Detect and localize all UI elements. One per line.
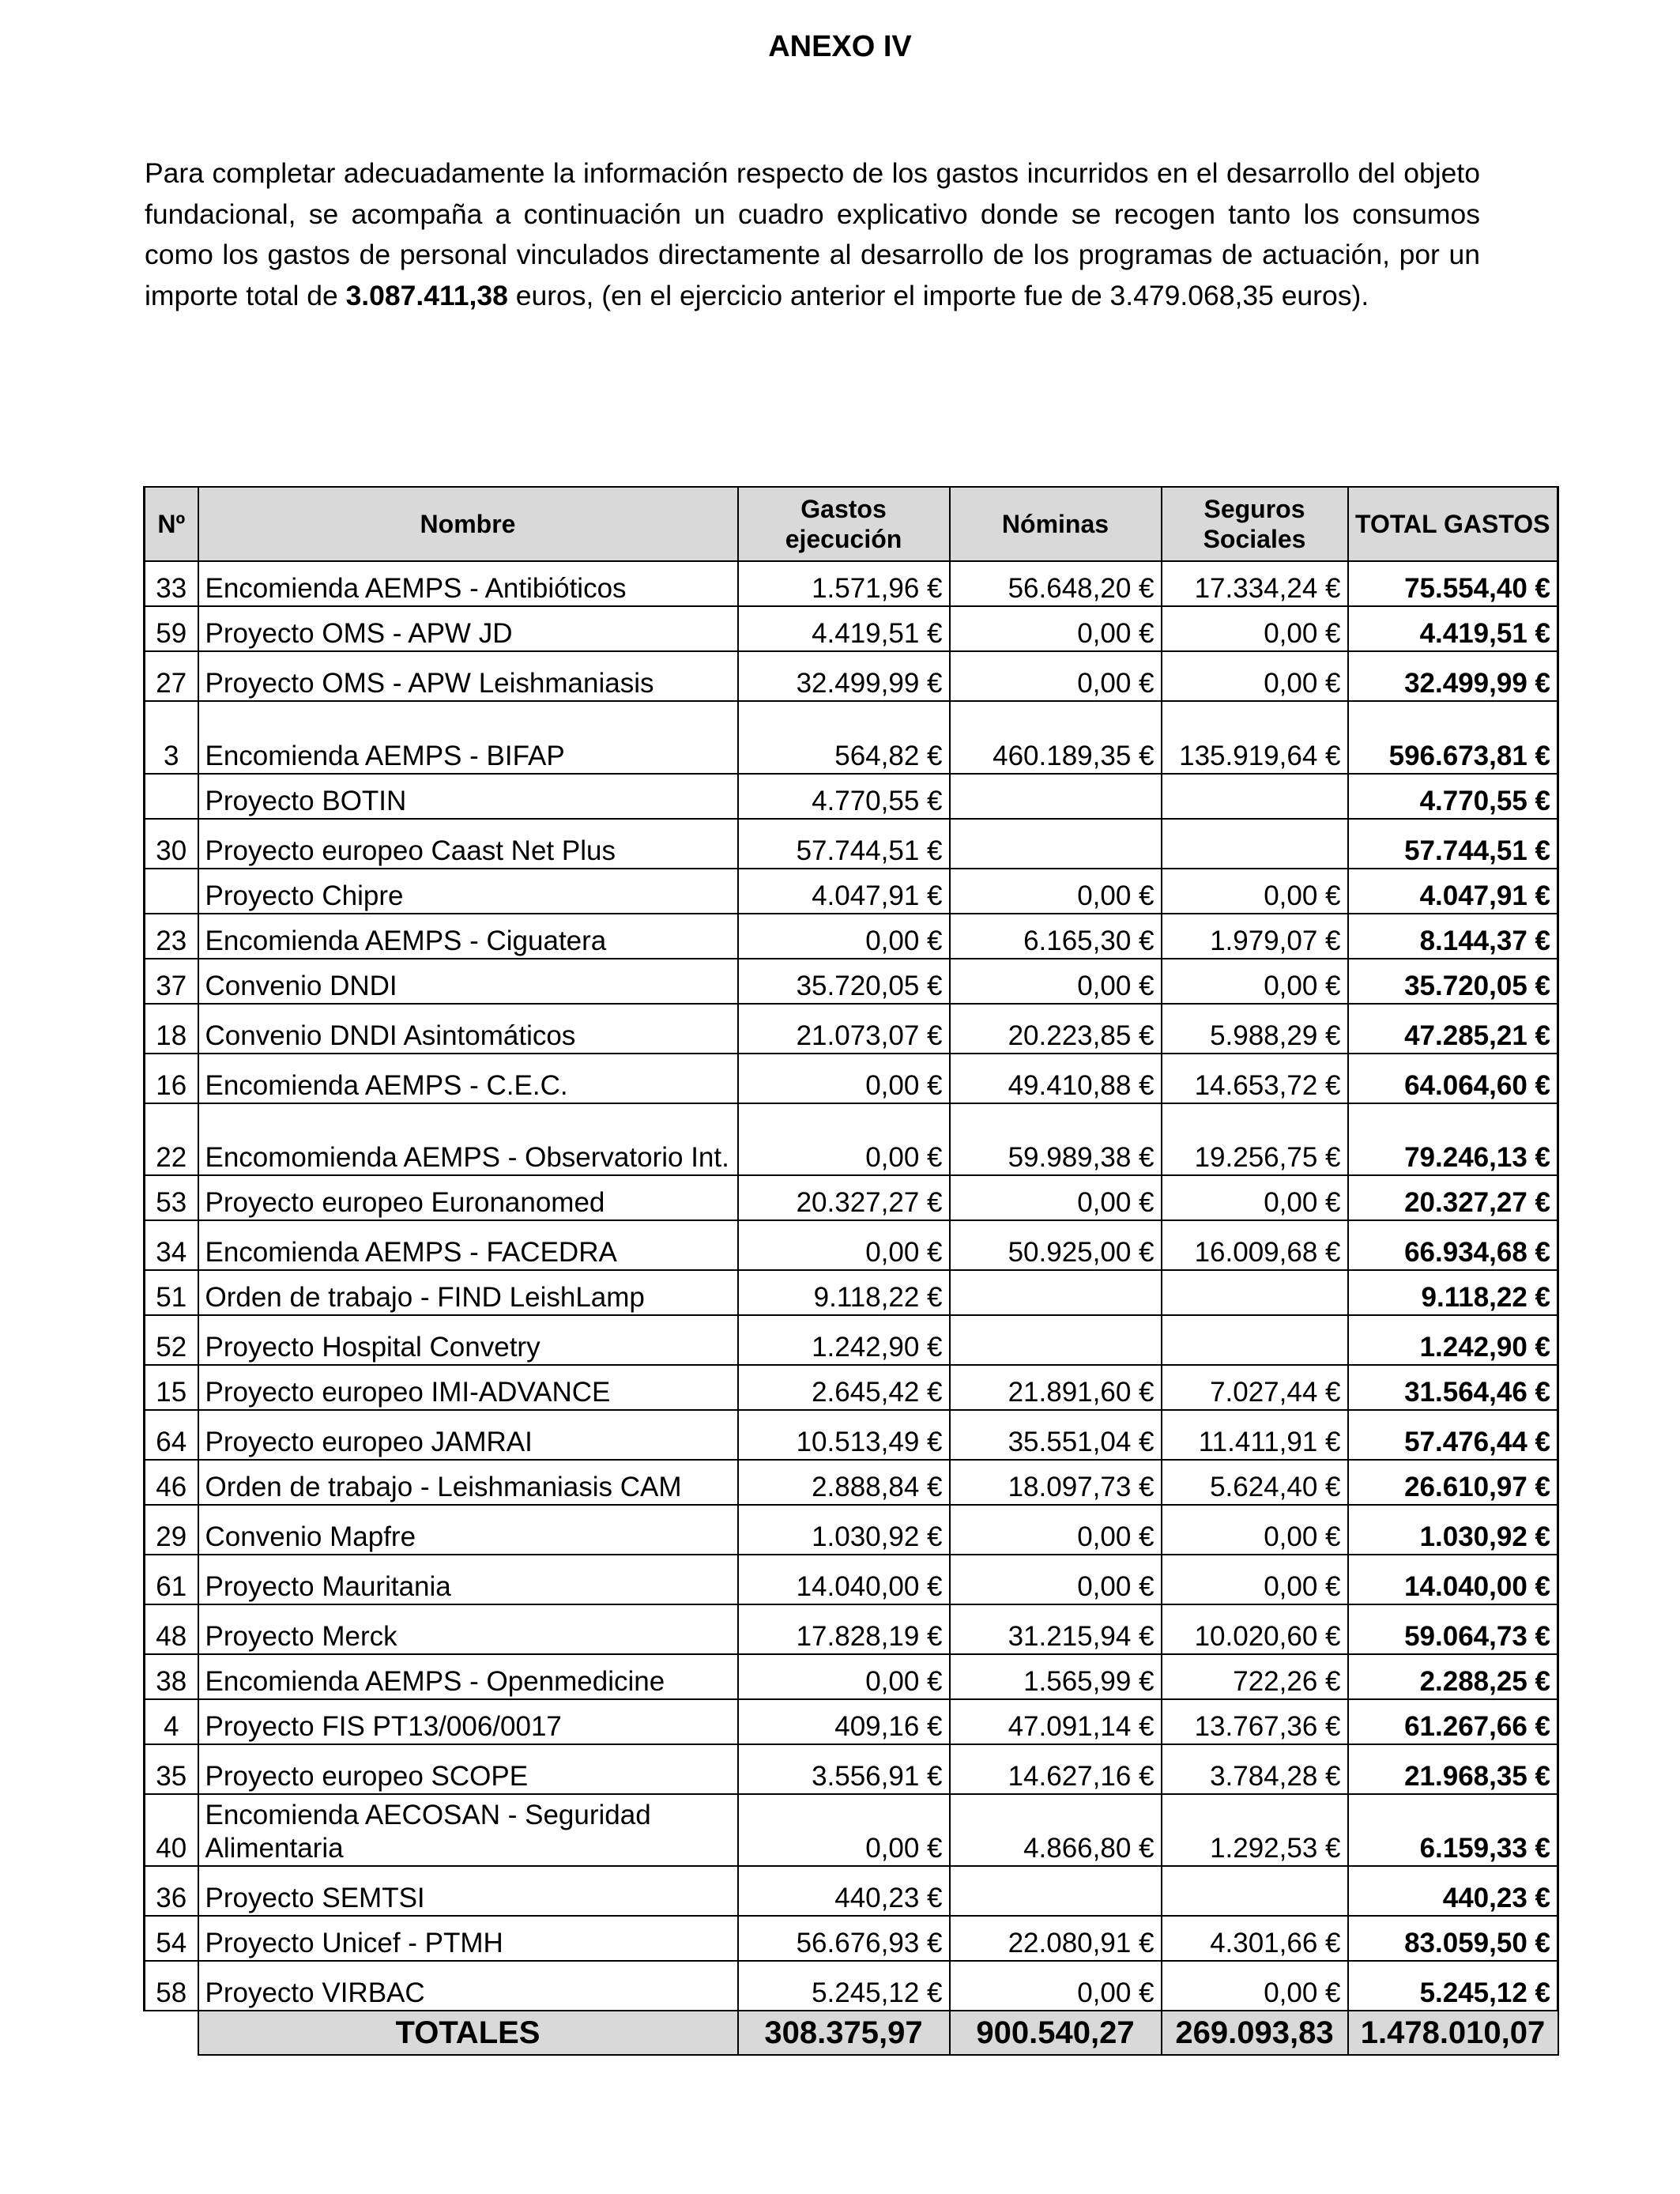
- cell-nominas: 20.223,85 €: [950, 1004, 1162, 1054]
- intro-text-end: euros, (en el ejercicio anterior el importe fue de 3.479.068,35 euros).: [507, 279, 1369, 311]
- cell-seguros: 16.009,68 €: [1162, 1220, 1348, 1270]
- table-row: [145, 914, 1558, 959]
- cell-nominas: 1.565,99 €: [950, 1654, 1162, 1699]
- cell-n: 16: [145, 1054, 198, 1103]
- cell-seguros: 3.784,28 €: [1162, 1744, 1348, 1794]
- totals-label: TOTALES: [198, 2011, 738, 2055]
- cell-gastos: 4.770,55 €: [738, 774, 950, 819]
- col-header-total: TOTAL GASTOS: [1348, 487, 1558, 561]
- cell-seguros: 13.767,36 €: [1162, 1699, 1348, 1744]
- cell-total: 75.554,40 €: [1348, 561, 1558, 606]
- cell-nombre: Convenio DNDI: [198, 959, 738, 1004]
- cell-nombre: Proyecto OMS - APW Leishmaniasis: [198, 651, 738, 701]
- cell-nombre: Encomienda AECOSAN - Seguridad Alimentaria: [198, 1794, 738, 1866]
- cell-seguros: 135.919,64 €: [1162, 701, 1348, 774]
- cell-nominas: [950, 1270, 1162, 1315]
- cell-total: 26.610,97 €: [1348, 1460, 1558, 1505]
- cell-gastos: 1.571,96 €: [738, 561, 950, 606]
- col-header-n: Nº: [145, 487, 198, 561]
- cell-nombre: Proyecto Chipre: [198, 869, 738, 914]
- cell-gastos: 17.828,19 €: [738, 1604, 950, 1654]
- cell-nominas: [950, 774, 1162, 819]
- cell-nominas: [950, 1315, 1162, 1365]
- table-row: [145, 819, 1558, 869]
- totals-gastos: 308.375,97: [738, 2011, 950, 2055]
- cell-n: 37: [145, 959, 198, 1004]
- cell-nombre: Proyecto SEMTSI: [198, 1866, 738, 1916]
- cell-nombre: Proyecto europeo Euronanomed: [198, 1175, 738, 1220]
- cell-nombre: Proyecto Merck: [198, 1604, 738, 1654]
- cell-nominas: 0,00 €: [950, 869, 1162, 914]
- cell-nominas: 18.097,73 €: [950, 1460, 1162, 1505]
- table-row: [145, 1866, 1558, 1916]
- cell-n: 64: [145, 1410, 198, 1460]
- cell-gastos: 35.720,05 €: [738, 959, 950, 1004]
- cell-total: 66.934,68 €: [1348, 1220, 1558, 1270]
- cell-gastos: 0,00 €: [738, 1794, 950, 1866]
- cell-n: [145, 869, 198, 914]
- cell-seguros: [1162, 819, 1348, 869]
- cell-seguros: 0,00 €: [1162, 606, 1348, 651]
- table-row: [145, 561, 1558, 606]
- cell-total: 32.499,99 €: [1348, 651, 1558, 701]
- cell-gastos: 0,00 €: [738, 1103, 950, 1175]
- table-row: [145, 1175, 1558, 1220]
- cell-total: 1.242,90 €: [1348, 1315, 1558, 1365]
- cell-total: 2.288,25 €: [1348, 1654, 1558, 1699]
- cell-total: 57.744,51 €: [1348, 819, 1558, 869]
- table-row: [145, 1004, 1558, 1054]
- table-row: [145, 1460, 1558, 1505]
- cell-seguros: 0,00 €: [1162, 651, 1348, 701]
- cell-seguros: [1162, 774, 1348, 819]
- cell-total: 440,23 €: [1348, 1866, 1558, 1916]
- cell-nombre: Proyecto europeo IMI-ADVANCE: [198, 1365, 738, 1410]
- table-row: [145, 1744, 1558, 1794]
- cell-nominas: 50.925,00 €: [950, 1220, 1162, 1270]
- cell-seguros: 0,00 €: [1162, 1555, 1348, 1604]
- cell-gastos: 0,00 €: [738, 1654, 950, 1699]
- cell-nombre: Encomienda AEMPS - FACEDRA: [198, 1220, 738, 1270]
- cell-total: 61.267,66 €: [1348, 1699, 1558, 1744]
- cell-seguros: 4.301,66 €: [1162, 1916, 1348, 1961]
- cell-nominas: 0,00 €: [950, 1961, 1162, 2011]
- cell-nombre: Convenio DNDI Asintomáticos: [198, 1004, 738, 1054]
- expenses-table: [143, 486, 1559, 2056]
- cell-nominas: 47.091,14 €: [950, 1699, 1162, 1744]
- cell-seguros: 7.027,44 €: [1162, 1365, 1348, 1410]
- cell-n: [145, 774, 198, 819]
- col-header-nominas: Nóminas: [950, 487, 1162, 561]
- cell-n: 4: [145, 1699, 198, 1744]
- cell-n: 36: [145, 1866, 198, 1916]
- cell-nombre: Proyecto VIRBAC: [198, 1961, 738, 2011]
- cell-seguros: [1162, 1866, 1348, 1916]
- cell-seguros: 0,00 €: [1162, 869, 1348, 914]
- cell-n: 18: [145, 1004, 198, 1054]
- table-row: [145, 1505, 1558, 1555]
- table-row: [145, 1794, 1558, 1866]
- cell-total: 4.047,91 €: [1348, 869, 1558, 914]
- cell-n: 54: [145, 1916, 198, 1961]
- cell-gastos: 1.242,90 €: [738, 1315, 950, 1365]
- cell-n: 35: [145, 1744, 198, 1794]
- cell-nominas: 14.627,16 €: [950, 1744, 1162, 1794]
- cell-nombre: Proyecto Mauritania: [198, 1555, 738, 1604]
- cell-nombre: Proyecto OMS - APW JD: [198, 606, 738, 651]
- cell-total: 8.144,37 €: [1348, 914, 1558, 959]
- table-row: [145, 1961, 1558, 2011]
- cell-nominas: 59.989,38 €: [950, 1103, 1162, 1175]
- table-row: [145, 1699, 1558, 1744]
- cell-gastos: 21.073,07 €: [738, 1004, 950, 1054]
- cell-total: 9.118,22 €: [1348, 1270, 1558, 1315]
- cell-total: 47.285,21 €: [1348, 1004, 1558, 1054]
- totals-total: 1.478.010,07: [1348, 2011, 1558, 2055]
- cell-nominas: [950, 819, 1162, 869]
- col-header-seguros: Seguros Sociales: [1162, 487, 1348, 561]
- cell-nombre: Convenio Mapfre: [198, 1505, 738, 1555]
- cell-gastos: 9.118,22 €: [738, 1270, 950, 1315]
- table-row: [145, 1270, 1558, 1315]
- cell-nominas: 0,00 €: [950, 1505, 1162, 1555]
- cell-total: 79.246,13 €: [1348, 1103, 1558, 1175]
- totals-seguros: 269.093,83: [1162, 2011, 1348, 2055]
- cell-seguros: 10.020,60 €: [1162, 1604, 1348, 1654]
- cell-n: 46: [145, 1460, 198, 1505]
- cell-nombre: Orden de trabajo - FIND LeishLamp: [198, 1270, 738, 1315]
- cell-nominas: 460.189,35 €: [950, 701, 1162, 774]
- cell-nominas: 35.551,04 €: [950, 1410, 1162, 1460]
- table-row: [145, 1220, 1558, 1270]
- cell-n: 34: [145, 1220, 198, 1270]
- cell-gastos: 564,82 €: [738, 701, 950, 774]
- cell-gastos: 5.245,12 €: [738, 1961, 950, 2011]
- cell-total: 596.673,81 €: [1348, 701, 1558, 774]
- cell-gastos: 3.556,91 €: [738, 1744, 950, 1794]
- cell-n: 22: [145, 1103, 198, 1175]
- cell-n: 59: [145, 606, 198, 651]
- cell-nombre: Proyecto europeo Caast Net Plus: [198, 819, 738, 869]
- cell-nominas: 0,00 €: [950, 959, 1162, 1004]
- totals-nominas: 900.540,27: [950, 2011, 1162, 2055]
- cell-nominas: 22.080,91 €: [950, 1916, 1162, 1961]
- cell-gastos: 2.645,42 €: [738, 1365, 950, 1410]
- cell-n: 33: [145, 561, 198, 606]
- table-header-row: [145, 487, 1558, 561]
- cell-seguros: 0,00 €: [1162, 959, 1348, 1004]
- cell-seguros: 722,26 €: [1162, 1654, 1348, 1699]
- table-row: [145, 1654, 1558, 1699]
- cell-nombre: Proyecto europeo JAMRAI: [198, 1410, 738, 1460]
- cell-n: 53: [145, 1175, 198, 1220]
- cell-seguros: [1162, 1270, 1348, 1315]
- cell-seguros: 5.988,29 €: [1162, 1004, 1348, 1054]
- table-row: [145, 774, 1558, 819]
- cell-gastos: 409,16 €: [738, 1699, 950, 1744]
- cell-seguros: 0,00 €: [1162, 1505, 1348, 1555]
- cell-nombre: Encomienda AEMPS - BIFAP: [198, 701, 738, 774]
- cell-gastos: 4.419,51 €: [738, 606, 950, 651]
- cell-nominas: [950, 1866, 1162, 1916]
- cell-n: 27: [145, 651, 198, 701]
- cell-nominas: 56.648,20 €: [950, 561, 1162, 606]
- cell-n: 29: [145, 1505, 198, 1555]
- cell-n: 40: [145, 1794, 198, 1866]
- table-row: [145, 651, 1558, 701]
- cell-nombre: Orden de trabajo - Leishmaniasis CAM: [198, 1460, 738, 1505]
- cell-total: 20.327,27 €: [1348, 1175, 1558, 1220]
- cell-total: 21.968,35 €: [1348, 1744, 1558, 1794]
- cell-nominas: 4.866,80 €: [950, 1794, 1162, 1866]
- intro-paragraph: [145, 153, 1480, 316]
- cell-n: 30: [145, 819, 198, 869]
- cell-total: 59.064,73 €: [1348, 1604, 1558, 1654]
- cell-gastos: 57.744,51 €: [738, 819, 950, 869]
- cell-nominas: 21.891,60 €: [950, 1365, 1162, 1410]
- table-row: [145, 1054, 1558, 1103]
- cell-gastos: 2.888,84 €: [738, 1460, 950, 1505]
- cell-seguros: 5.624,40 €: [1162, 1460, 1348, 1505]
- table-row: [145, 606, 1558, 651]
- cell-nominas: 6.165,30 €: [950, 914, 1162, 959]
- cell-nominas: 31.215,94 €: [950, 1604, 1162, 1654]
- cell-total: 1.030,92 €: [1348, 1505, 1558, 1555]
- cell-n: 23: [145, 914, 198, 959]
- cell-total: 35.720,05 €: [1348, 959, 1558, 1004]
- cell-gastos: 0,00 €: [738, 914, 950, 959]
- cell-gastos: 0,00 €: [738, 1054, 950, 1103]
- cell-seguros: 11.411,91 €: [1162, 1410, 1348, 1460]
- cell-seguros: 1.292,53 €: [1162, 1794, 1348, 1866]
- cell-gastos: 14.040,00 €: [738, 1555, 950, 1604]
- intro-text: Para completar adecuadamente la información respecto de los gastos incurridos en el desarrollo del objeto fundacional, se acompaña a continuación un cuadro explicativo donde se recogen tanto los consumos como los gastos de personal vinculados directamente al desarrollo de los programas de actuación, por un importe total de: [145, 157, 1480, 311]
- cell-nombre: Proyecto Unicef - PTMH: [198, 1916, 738, 1961]
- cell-total: 4.770,55 €: [1348, 774, 1558, 819]
- cell-nombre: Proyecto FIS PT13/006/0017: [198, 1699, 738, 1744]
- cell-seguros: 19.256,75 €: [1162, 1103, 1348, 1175]
- cell-total: 4.419,51 €: [1348, 606, 1558, 651]
- cell-nominas: 0,00 €: [950, 606, 1162, 651]
- cell-nombre: Encomienda AEMPS - Openmedicine: [198, 1654, 738, 1699]
- cell-nombre: Encomienda AEMPS - Ciguatera: [198, 914, 738, 959]
- cell-total: 31.564,46 €: [1348, 1365, 1558, 1410]
- cell-nombre: Encomienda AEMPS - C.E.C.: [198, 1054, 738, 1103]
- cell-gastos: 56.676,93 €: [738, 1916, 950, 1961]
- cell-seguros: 0,00 €: [1162, 1961, 1348, 2011]
- totals-row: [145, 2011, 1558, 2055]
- table-row: [145, 1315, 1558, 1365]
- cell-gastos: 440,23 €: [738, 1866, 950, 1916]
- cell-nombre: Proyecto europeo SCOPE: [198, 1744, 738, 1794]
- cell-n: 61: [145, 1555, 198, 1604]
- cell-total: 5.245,12 €: [1348, 1961, 1558, 2011]
- cell-n: 3: [145, 701, 198, 774]
- cell-seguros: 0,00 €: [1162, 1175, 1348, 1220]
- cell-seguros: 17.334,24 €: [1162, 561, 1348, 606]
- cell-total: 64.064,60 €: [1348, 1054, 1558, 1103]
- cell-n: 58: [145, 1961, 198, 2011]
- intro-total-amount: 3.087.411,38: [345, 279, 508, 311]
- cell-seguros: 14.653,72 €: [1162, 1054, 1348, 1103]
- cell-total: 6.159,33 €: [1348, 1794, 1558, 1866]
- cell-n: 51: [145, 1270, 198, 1315]
- table-row: [145, 1916, 1558, 1961]
- cell-gastos: 10.513,49 €: [738, 1410, 950, 1460]
- cell-gastos: 0,00 €: [738, 1220, 950, 1270]
- table-row: [145, 869, 1558, 914]
- cell-nombre: Proyecto BOTIN: [198, 774, 738, 819]
- col-header-gastos: Gastos ejecución: [738, 487, 950, 561]
- cell-seguros: [1162, 1315, 1348, 1365]
- cell-nombre: Encomomienda AEMPS - Observatorio Int.: [198, 1103, 738, 1175]
- table-row: [145, 1365, 1558, 1410]
- table-row: [145, 1103, 1558, 1175]
- cell-n: 15: [145, 1365, 198, 1410]
- cell-n: 48: [145, 1604, 198, 1654]
- cell-nombre: Encomienda AEMPS - Antibióticos: [198, 561, 738, 606]
- cell-nominas: 0,00 €: [950, 1175, 1162, 1220]
- cell-nominas: 0,00 €: [950, 651, 1162, 701]
- table-row: [145, 1604, 1558, 1654]
- table-row: [145, 959, 1558, 1004]
- cell-seguros: 1.979,07 €: [1162, 914, 1348, 959]
- totals-spacer: [145, 2011, 198, 2055]
- table-row: [145, 701, 1558, 774]
- cell-nominas: 0,00 €: [950, 1555, 1162, 1604]
- cell-gastos: 4.047,91 €: [738, 869, 950, 914]
- cell-nombre: Proyecto Hospital Convetry: [198, 1315, 738, 1365]
- cell-gastos: 20.327,27 €: [738, 1175, 950, 1220]
- page-title: ANEXO IV: [768, 30, 912, 63]
- col-header-nombre: Nombre: [198, 487, 738, 561]
- cell-n: 38: [145, 1654, 198, 1699]
- cell-total: 83.059,50 €: [1348, 1916, 1558, 1961]
- cell-total: 57.476,44 €: [1348, 1410, 1558, 1460]
- cell-nominas: 49.410,88 €: [950, 1054, 1162, 1103]
- cell-total: 14.040,00 €: [1348, 1555, 1558, 1604]
- cell-gastos: 1.030,92 €: [738, 1505, 950, 1555]
- cell-gastos: 32.499,99 €: [738, 651, 950, 701]
- cell-n: 52: [145, 1315, 198, 1365]
- table-row: [145, 1410, 1558, 1460]
- table-row: [145, 1555, 1558, 1604]
